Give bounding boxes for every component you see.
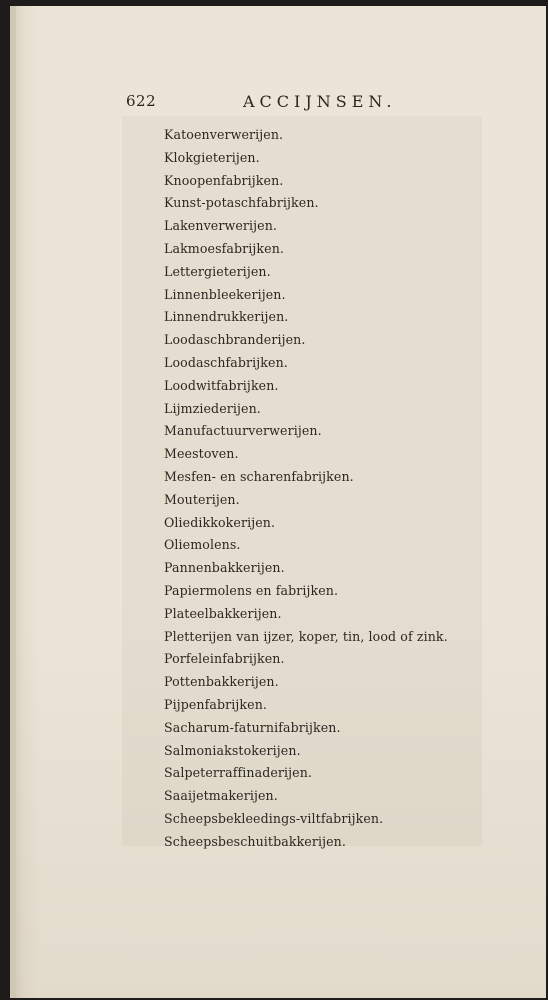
- list-item: Salpeterraffinaderijen.: [164, 765, 313, 781]
- list-item: Pijpenfabrijken.: [164, 696, 268, 712]
- list-item: Pannenbakkerijen.: [164, 560, 285, 576]
- list-item: Pletterijen van ijzer, koper, tin, lood of zink.: [164, 628, 448, 644]
- list-item: Mesfen- en scharenfabrijken.: [164, 468, 354, 484]
- list-item: Saaijetmakerijen.: [164, 788, 278, 804]
- list-item: Mouterijen.: [164, 491, 240, 507]
- list-item: Manufactuurverwerijen.: [164, 423, 322, 439]
- list-item: Plateelbakkerijen.: [164, 605, 282, 621]
- entry-list: [164, 124, 448, 854]
- list-item: Oliedikkokerijen.: [164, 514, 276, 530]
- list-item: Kunst-potaschfabrijken.: [164, 195, 319, 211]
- list-item: Scheepsbeschuitbakkerijen.: [164, 833, 346, 849]
- list-item: Lakenverwerijen.: [164, 218, 278, 234]
- list-item: Lakmoesfabrijken.: [164, 240, 285, 256]
- binding-edge: [10, 6, 16, 998]
- page-number: 622: [126, 92, 157, 110]
- running-head: ACCIJNSEN.: [243, 92, 397, 111]
- list-item: Sacharum-faturnifabrijken.: [164, 719, 341, 735]
- list-item: Linnenbleekerijen.: [164, 286, 286, 302]
- list-item: Lettergieterijen.: [164, 263, 271, 279]
- page-header: [126, 92, 416, 116]
- list-item: Pottenbakkerijen.: [164, 674, 279, 690]
- list-item: Linnendrukkerijen.: [164, 309, 289, 325]
- list-item: Loodaschbranderijen.: [164, 332, 306, 348]
- list-item: Katoenverwerijen.: [164, 127, 284, 142]
- list-item: Papiermolens en fabrijken.: [164, 582, 339, 598]
- list-item: Salmoniakstokerijen.: [164, 742, 301, 758]
- list-item: Scheepsbekleedings-viltfabrijken.: [164, 810, 384, 826]
- list-item: Porfeleinfabrijken.: [164, 651, 285, 667]
- list-item: Lijmziederijen.: [164, 400, 261, 416]
- list-item: Loodwitfabrijken.: [164, 377, 279, 393]
- list-item: Meestoven.: [164, 446, 239, 462]
- list-item: Knoopenfabrijken.: [164, 172, 284, 188]
- list-item: Loodaschfabrijken.: [164, 354, 288, 370]
- book-page: [10, 6, 546, 998]
- list-item: Oliemolens.: [164, 537, 241, 553]
- list-item: Klokgieterijen.: [164, 149, 260, 165]
